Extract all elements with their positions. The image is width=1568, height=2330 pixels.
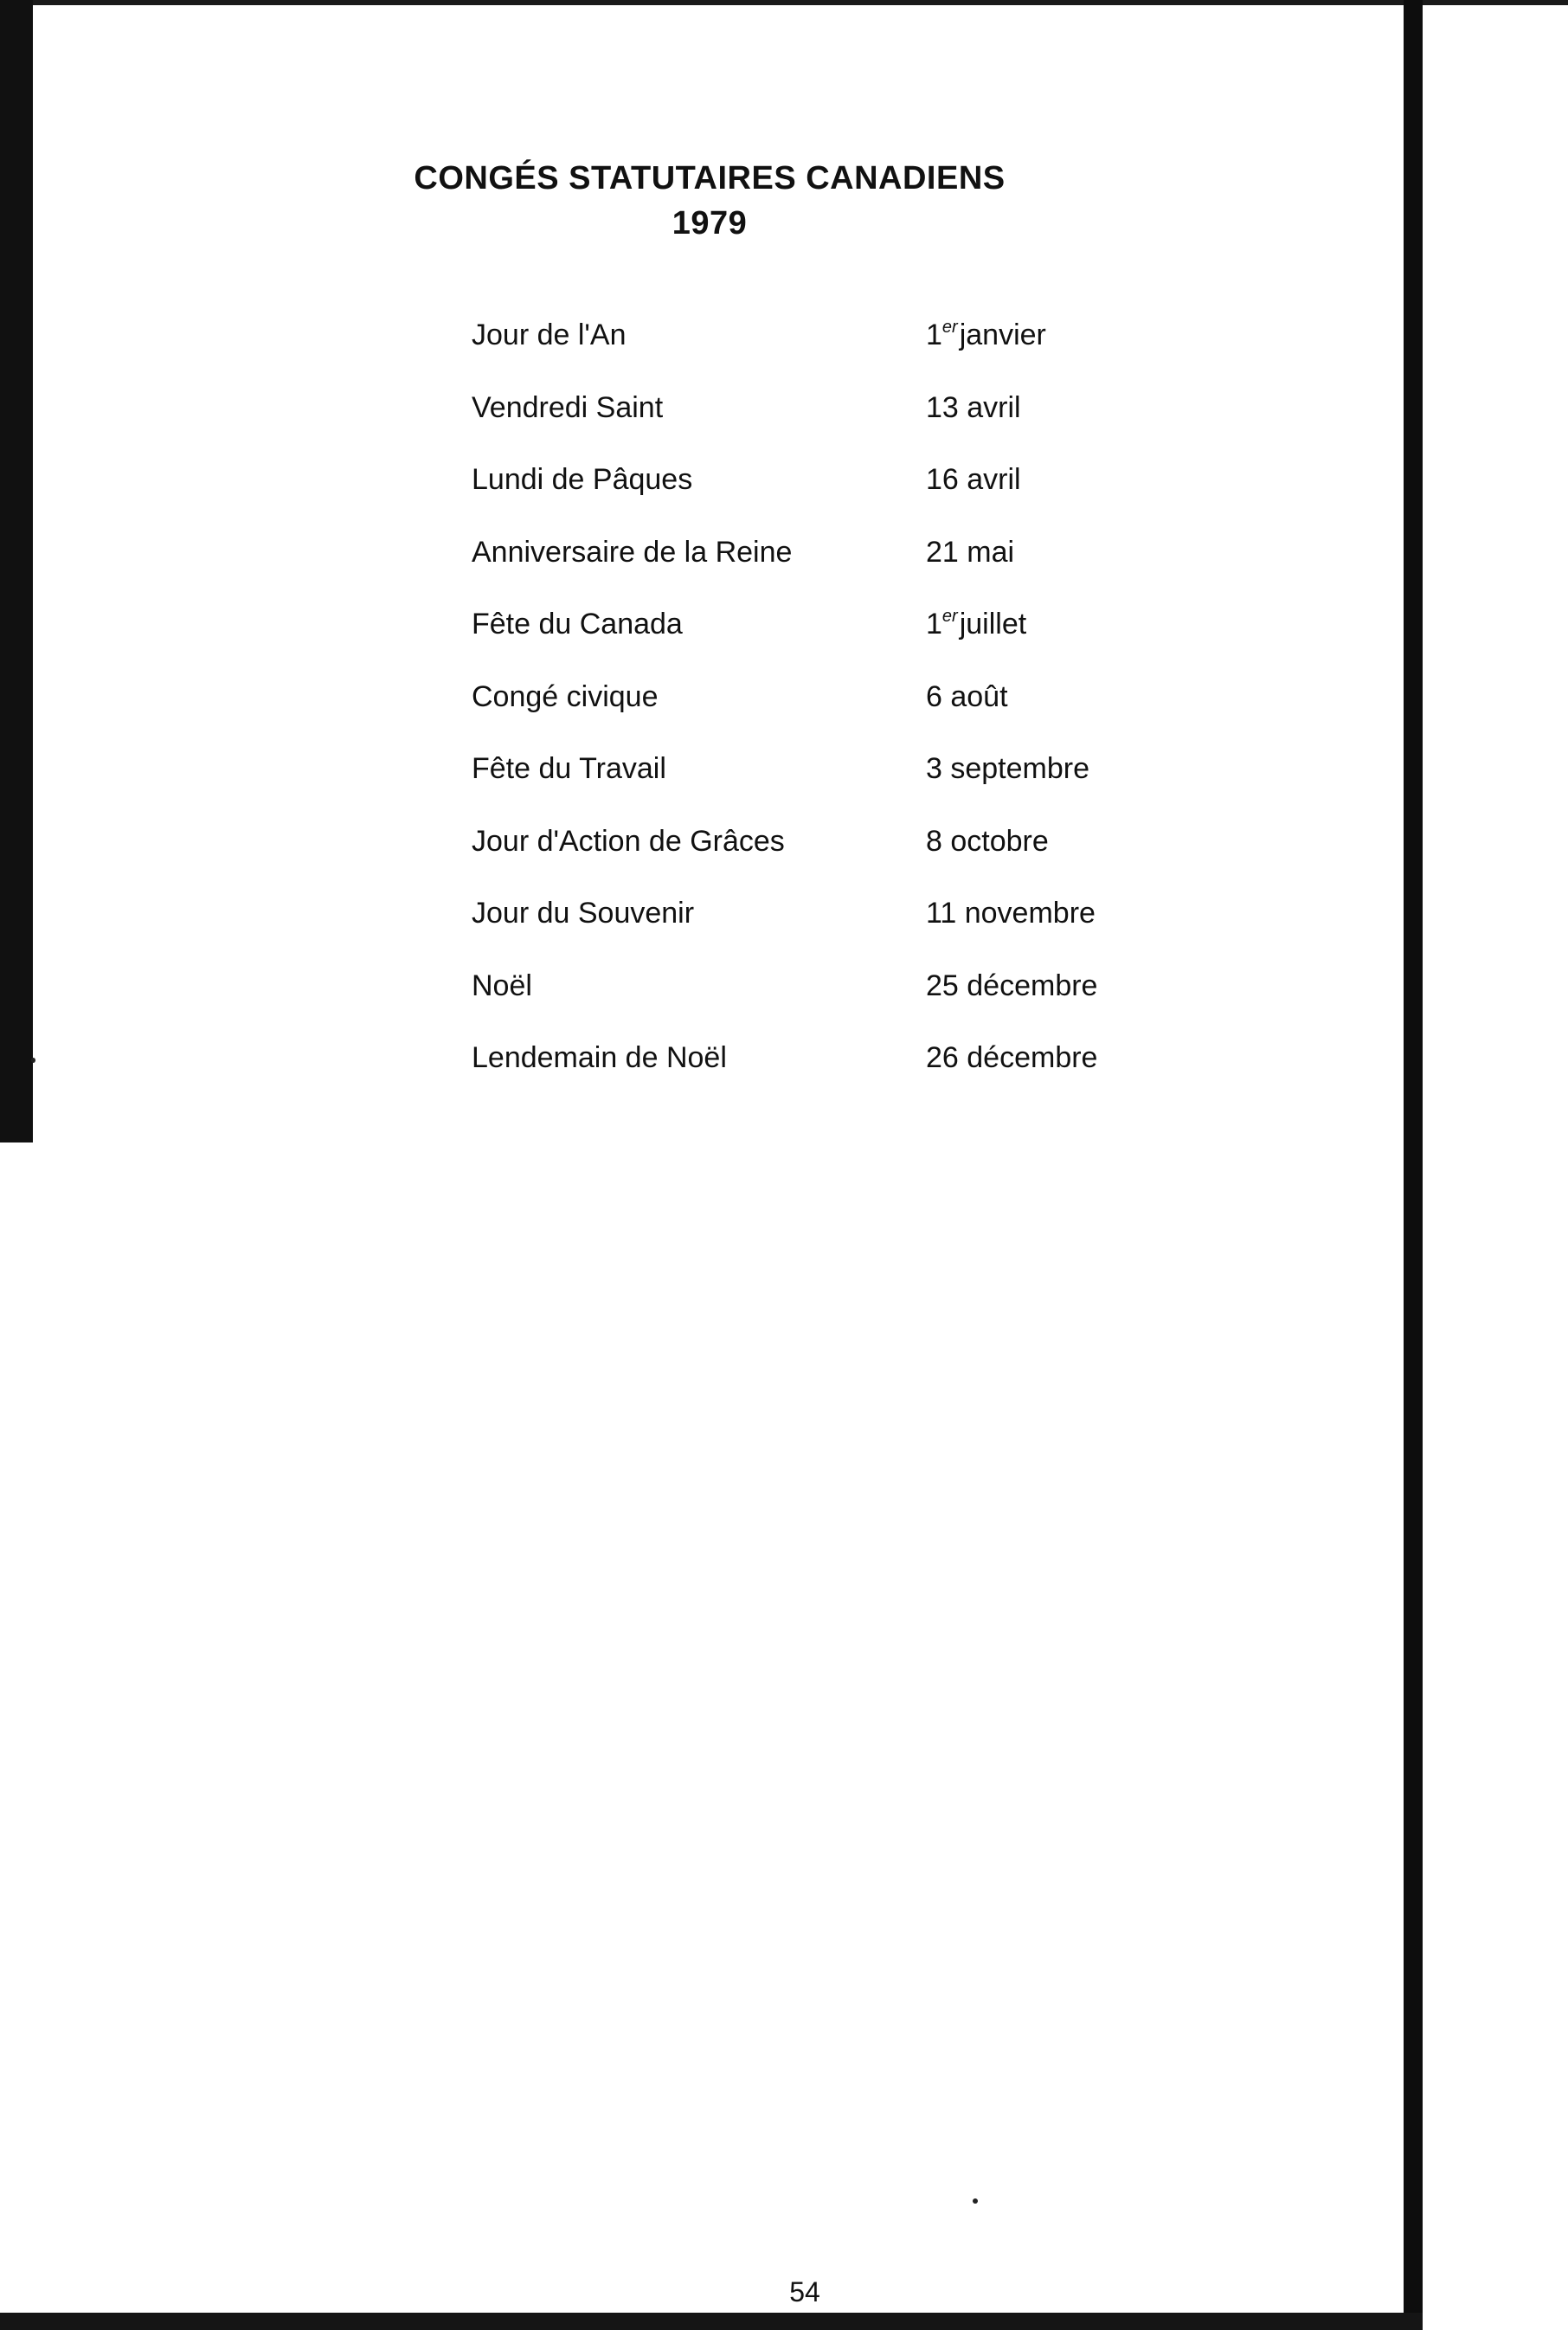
holiday-date: 1erjanvier bbox=[926, 318, 1046, 351]
list-item bbox=[472, 1039, 1129, 1111]
list-item bbox=[472, 822, 1129, 895]
scan-speck bbox=[973, 2198, 978, 2204]
holiday-name: Jour d'Action de Grâces bbox=[472, 824, 785, 858]
holiday-date: 3 septembre bbox=[926, 752, 1089, 785]
holiday-date: 11 novembre bbox=[926, 897, 1096, 930]
list-item bbox=[472, 460, 1129, 533]
list-item bbox=[472, 750, 1129, 822]
list-item bbox=[472, 605, 1129, 678]
holiday-date: 26 décembre bbox=[926, 1041, 1098, 1074]
holiday-name: Noël bbox=[472, 969, 532, 1002]
scan-border-left bbox=[0, 0, 33, 1142]
holiday-name: Fête du Canada bbox=[472, 608, 683, 640]
holiday-name: Lendemain de Noël bbox=[472, 1041, 727, 1074]
holiday-name: Vendredi Saint bbox=[472, 390, 664, 424]
holiday-name: Anniversaire de la Reine bbox=[472, 535, 793, 569]
holiday-name: Lundi de Pâques bbox=[472, 463, 693, 496]
list-item bbox=[472, 389, 1129, 461]
page-number: 54 bbox=[789, 2276, 820, 2307]
holiday-date: 1erjuillet bbox=[926, 607, 1027, 640]
holiday-name: Congé civique bbox=[472, 679, 659, 713]
holiday-name: Jour de l'An bbox=[472, 319, 627, 351]
holiday-list bbox=[472, 316, 1129, 1111]
page-title bbox=[363, 156, 1056, 246]
title-year: 1979 bbox=[672, 205, 748, 241]
holiday-date: 25 décembre bbox=[926, 969, 1098, 1002]
holiday-date: 16 avril bbox=[926, 463, 1021, 496]
holiday-date: 6 août bbox=[926, 679, 1008, 713]
holiday-name: Fête du Travail bbox=[472, 752, 666, 785]
list-item bbox=[472, 533, 1129, 606]
holiday-date: 21 mai bbox=[926, 535, 1015, 569]
scan-speck bbox=[31, 1058, 35, 1063]
scan-border-right bbox=[1404, 0, 1423, 2330]
scan-border-top bbox=[0, 0, 1568, 5]
holiday-date: 13 avril bbox=[926, 390, 1021, 424]
scan-border-bottom bbox=[0, 2313, 1423, 2330]
holiday-date: 8 octobre bbox=[926, 824, 1049, 858]
list-item bbox=[472, 316, 1129, 389]
title-text: CONGÉS STATUTAIRES CANADIENS bbox=[414, 160, 1006, 196]
list-item bbox=[472, 967, 1129, 1039]
list-item bbox=[472, 894, 1129, 967]
list-item bbox=[472, 678, 1129, 750]
holiday-name: Jour du Souvenir bbox=[472, 897, 695, 930]
